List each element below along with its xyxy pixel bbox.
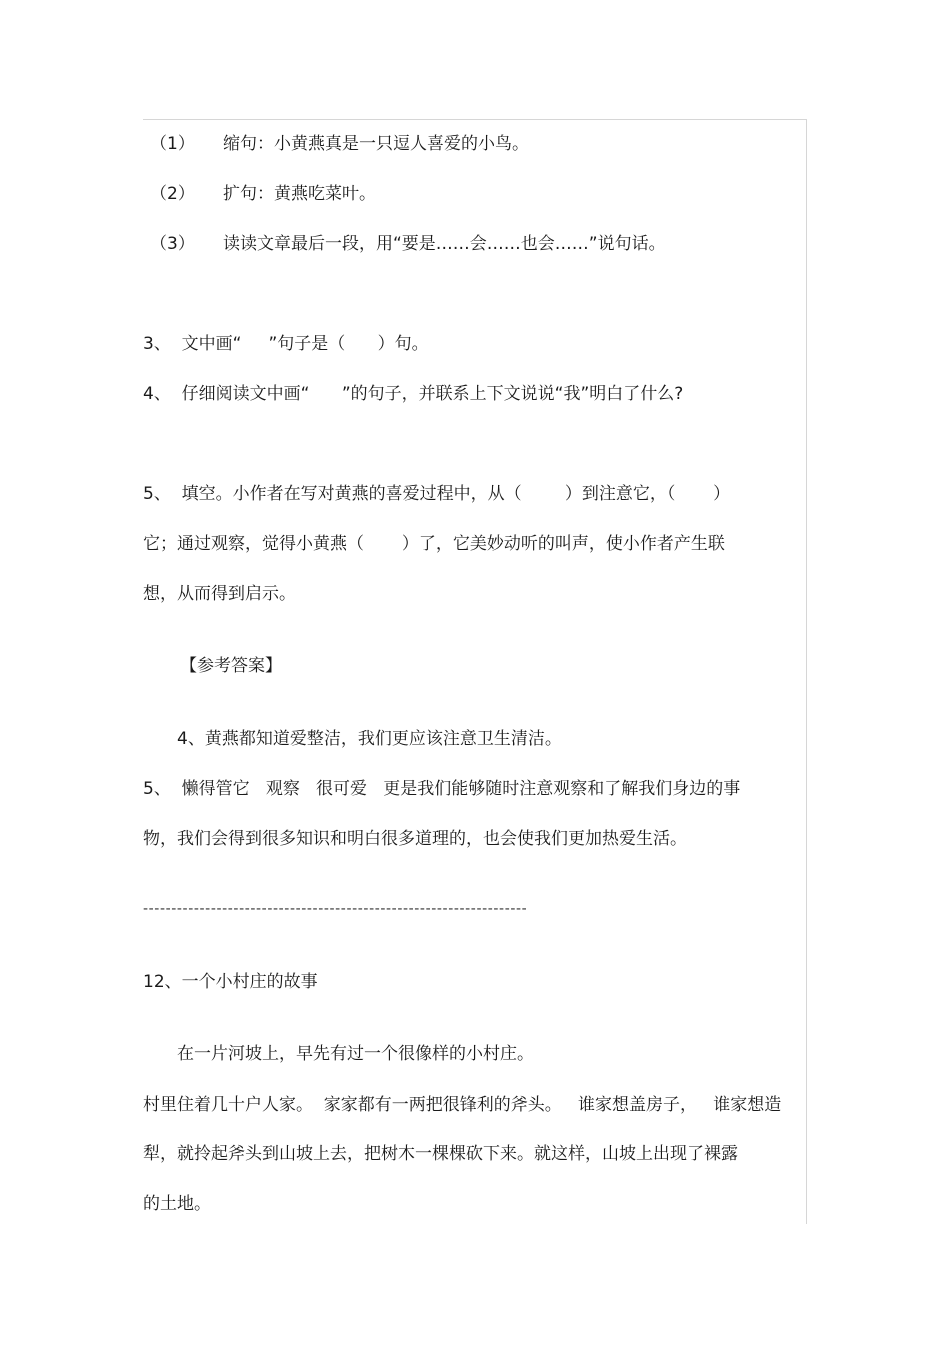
sub-question-1-text: 缩句：小黄燕真是一只逗人喜爱的小鸟。 <box>223 134 529 154</box>
question-5-line-3: 想，从而得到启示。 <box>143 584 296 604</box>
sub-question-3-text: 读读文章最后一段，用“要是……会……也会……”说句话。 <box>223 234 666 254</box>
sub-question-3-number: （3） <box>150 234 195 254</box>
story-paragraph-1: 在一片河坡上，早先有过一个很像样的小村庄。 <box>177 1044 534 1064</box>
story-title: 12、一个小村庄的故事 <box>143 972 318 992</box>
dashed-separator: -------------------------------------------------------------------- <box>143 901 528 917</box>
story-line-2: 村里住着几十户人家。 家家都有一两把很锋利的斧头。 谁家想盖房子， 谁家想造 <box>143 1095 782 1115</box>
question-5-line-1: 5、 填空。小作者在写对黄燕的喜爱过程中，从（ ）到注意它，（ ） <box>143 484 731 504</box>
sub-question-2-number: （2） <box>150 184 195 204</box>
answer-5-line-2: 物，我们会得到很多知识和明白很多道理的，也会使我们更加热爱生活。 <box>143 829 687 849</box>
question-3: 3、 文中画“ ”句子是（ ）句。 <box>143 334 429 354</box>
story-line-3: 犁，就拎起斧头到山坡上去，把树木一棵棵砍下来。就这样，山坡上出现了裸露 <box>143 1144 738 1164</box>
frame-top-border <box>143 119 807 120</box>
sub-question-1-number: （1） <box>150 134 195 154</box>
answer-5-line-1: 5、 懒得管它 观察 很可爱 更是我们能够随时注意观察和了解我们身边的事 <box>143 779 741 799</box>
story-line-4: 的土地。 <box>143 1194 211 1214</box>
question-4: 4、 仔细阅读文中画“ ”的句子，并联系上下文说说“我”明白了什么? <box>143 384 684 404</box>
sub-question-2-text: 扩句：黄燕吃菜叶。 <box>223 184 376 204</box>
frame-right-border <box>806 119 807 1224</box>
answer-4: 4、黄燕都知道爱整洁，我们更应该注意卫生清洁。 <box>177 729 562 749</box>
question-5-line-2: 它；通过观察，觉得小黄燕（ ）了，它美妙动听的叫声，使小作者产生联 <box>143 534 725 554</box>
answer-heading: 【参考答案】 <box>180 656 282 676</box>
